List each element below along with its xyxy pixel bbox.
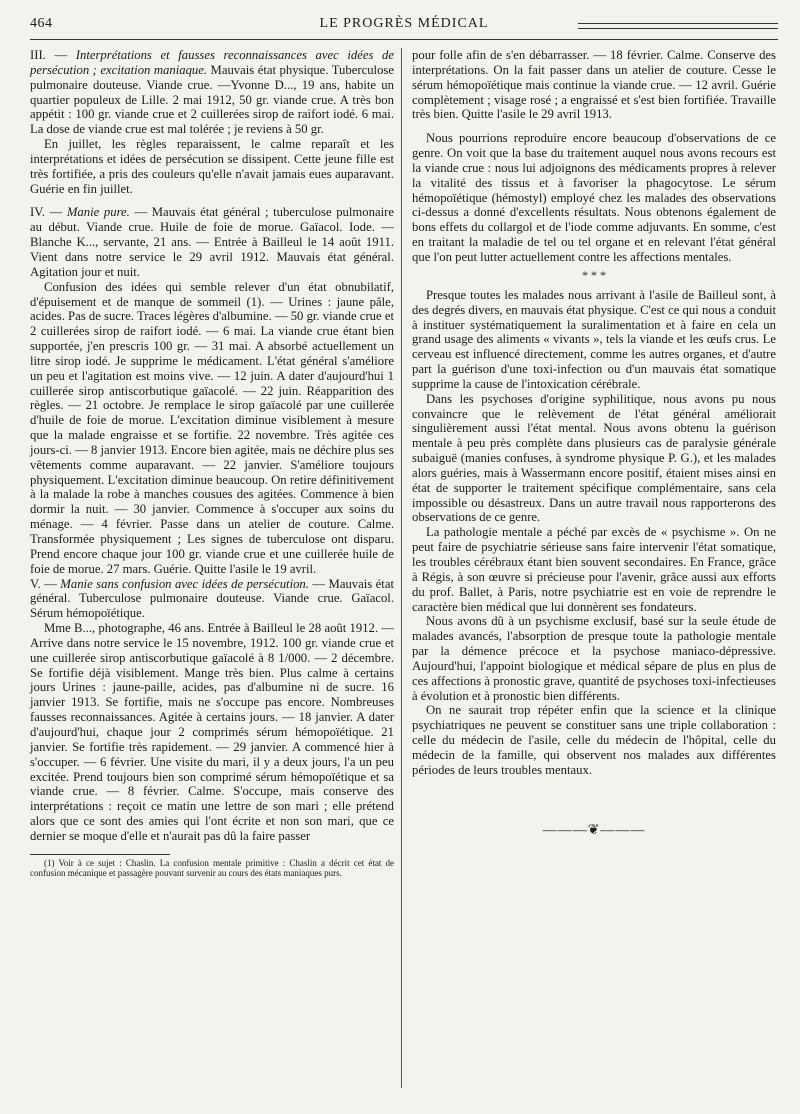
observation-5-heading: Manie sans confusion avec idées de persécution. — [60, 576, 309, 591]
observation-3: III. — Interprétations et fausses reconnaissances avec idées de persécution ; excitation maniaque. Mauvais état physique. Tuberculose pulmonaire douteuse. Viande crue. —Yvonne D..., 19 ans, habite un quartier populeux de Lille. 2 mai 1912, 50 gr. viande crue. A très bon appétit : 100 gr. viande crue et 2 cuillerées sirop de raifort iodé. 6 mai. La dose de viande crue est mal tolérée ; je reviens à 50 gr. — [30, 48, 394, 137]
paragraph: Nous pourrions reproduire encore beaucoup d'observations de ce genre. On voit que la base du traitement auquel nous avons recours est la viande crue : nous lui adjoignons des médicaments propres à relever la vitalité des tissus et à favoriser la phagocytose. Le sérum hémopoïétique (hémostyl) employé chez les malades des observations ci-dessus a donné d'excellents résultats. Nous obtenons également de bons effets du collargol et de l'iode comme adjuvants. En somme, c'est en traitant la maladie de tel ou tel organe et en relevant l'état général que l'on peut lutter actuellement contre les affections mentales. — [412, 131, 776, 264]
observation-4-heading: Manie pure. — [66, 205, 130, 220]
left-column — [30, 48, 394, 879]
right-column — [412, 48, 776, 839]
paragraph: Confusion des idées qui semble relever d'un état obnubilatif, d'épuisement et de manque de sommeil (1). — Urines : jaune pâle, acides. Pas de sucre. Traces légères d'albumine. — 50 gr. viande crue et 2 cuillerées sirop de raifort iodé. — 6 mai. La viande crue étant bien supportée, j'en prescris 100 gr. — 31 mai. A absorbé actuellement un litre sirop iodé. Je supprime le médicament. L'état général s'améliore un peu et l'agitation est moins vive. — 12 juin. A dater d'aujourd'hui 1 cuillerée sirop antiscorbutique gaïacolé. — 22 juin. Réapparition des règles. — 21 octobre. Je remplace le sirop gaïacolé par une cuillerée d'huile de foie de morue. L'excitation diminue visiblement à mesure que la malade engraisse et se fortifie. 22 novembre. Très agitée ces jours-ci. — 8 janvier 1913. Encore bien agitée, mais ne déchire plus ses vêtements comme auparavant. — 22 janvier. S'améliore toujours physiquement. L'excitation diminue beaucoup. On retire définitivement à la malade la robe à manches cousues des agitées. Commence à bien dormir la nuit. — 30 janvier. Commence à s'occuper aux soins du ménage. — 4 février. Passe dans un atelier de couture. Calme. Transformée physiquement ; Les signes de tuberculose ont disparu. Prend encore chaque jour 100 gr. viande crue et une cuillerée huile de foie de morue. 27 mars. Guérie. Quitte l'asile le 19 avril. — [30, 279, 394, 576]
paragraph: En juillet, les règles reparaissent, le calme reparaît et les interprétations et idées de persécution se dissipent. Cette jeune fille est très fortifiée, a pris des couleurs qu'elle n'avait jamais eues auparavant. Guérie en fin juillet. — [30, 137, 394, 196]
observation-5: V. — Manie sans confusion avec idées de persécution. — Mauvais état général. Tuberculose pulmonaire douteuse. Viande crue. Gaïacol. Sérum hémopoïétique. — [30, 576, 394, 621]
column-divider — [401, 48, 402, 1088]
observation-3-heading: Interprétations et fausses reconnaissances avec idées de persécution ; excitation maniaque. — [30, 48, 394, 77]
paragraph: Mme B..., photographe, 46 ans. Entrée à Bailleul le 28 août 1912. — Arrive dans notre service le 15 novembre, 1912. 100 gr. viande crue et une cuillerée sirop antiscorbutique gaïacolé à 8 1/000. — 2 décembre. Se fortifie déjà visiblement. Mange très bien. Plus calme à certains jours Urines : jaune-paille, acides, pas d'albumine ni de sucre. 16 janvier 1913. Se fortifie, mais ne s'occupe pas encore. Nombreuses fausses reconnaissances. Agitée à certains jours. — 18 janvier. A dater d'aujourd'hui, chaque jour 2 comprimés sérum hémopoïétique. 21 janvier. Se fortifie très rapidement. — 29 janvier. A commencé hier à s'occuper. — 6 février. Une visite du mari, il y a deux jours, l'a un peu excitée. Prend toujours bien son comprimé sérum hémopoïétique et sa viande crue. — 8 février. Calme. S'occupe, mais conserve des interprétations : reçoit ce matin une lettre de son mari ; elle prétend alors que ce sont des amies qui l'ont écrite et non son mari, que ce dernier se moque d'elle et n'aurait pas dû la faire passer — [30, 621, 394, 843]
observation-4: IV. — Manie pure. — Mauvais état général ; tuberculose pulmonaire au début. Viande crue. Huile de foie de morue. Gaïacol. Iode. — Blanche K..., servante, 21 ans. — Entrée à Bailleul le 14 août 1911. Vient dans notre service le 29 avril 1912. Mauvais état général. Agitation jour et nuit. — [30, 205, 394, 279]
paragraph: Nous avons dû à un psychisme exclusif, basé sur la seule étude de malades avancés, l'absorption de presque toute la pathologie mentale par la démence précoce et la psychose maniaco-dépressive. Aujourd'hui, l'appoint biologique et médical sépare de plus en plus de ces affections à pronostic grave, quantité de psychoses toxi-infectieuses à évolution et à pronostic bien différents. — [412, 614, 776, 703]
page-number: 464 — [30, 16, 53, 31]
header-double-rule — [578, 23, 778, 29]
section-break-asterisks: * * * — [582, 267, 606, 282]
paragraph: La pathologie mentale a péché par excès de « psychisme ». On ne peut faire de psychiatrie sérieuse sans faire intervenir l'état somatique, les troubles cérébraux étant bien souvent secondaires. En France, grâce à Régis, à son œuvre si précieuse pour l'avenir, grâce aussi aux efforts du prof. Ballet, à Paris, notre psychiatrie est en voie de reprendre le caractère bien médical que lui donnèrent ses fondateurs. — [412, 525, 776, 614]
running-header — [30, 14, 778, 36]
header-rule — [30, 39, 778, 40]
paragraph: Presque toutes les malades nous arrivant à l'asile de Bailleul sont, à des degrés divers, en mauvais état physique. C'est ce qui nous a conduit à instituer systématiquement la suralimentation et à faire en cela un grand usage des aliments « vivants », tels la viande et les œufs crus. Le cerveau est influencé directement, comme les autres organes, et d'autre part la guérison d'une toxi-infection ou d'un mauvais état somatique supprime la cause de l'intoxication cérébrale. — [412, 287, 776, 391]
paragraph: pour folle afin de s'en débarrasser. — 18 février. Calme. Conserve des interprétations. On la fait passer dans un atelier de couture. Cesse le sérum hémopoïétique mais continue la viande crue. — 12 avril. Guérie complètement ; visage rosé ; a engraissé et s'est bien fortifiée. Travaille très bien. Quitte l'asile le 29 avril 1913. — [412, 48, 776, 122]
paragraph: On ne saurait trop répéter enfin que la science et la clinique psychiatriques ne peuvent se constituer sans une triple collaboration : celle du médecin de l'asile, celle du médecin de l'hôpital, celle du médecin de la famille, qui observent nos malades aux différentes périodes de leurs troubles mentaux. — [412, 703, 776, 777]
journal-title: LE PROGRÈS MÉDICAL — [319, 16, 489, 31]
paragraph: Dans les psychoses d'origine syphilitique, nous avons pu nous convaincre que le relèvement de l'état général améliorait singulièrement aussi l'état mental. Nous avons obtenu la guérison mentale à peu près complète dans plusieurs cas de paralysie générale subaiguë (manies confuses, à syndrome physique P. G.), et les malades alors guéries, mais à Wassermann encore positif, étaient mises ainsi en état de supporter le traitement spécifique complémentaire, sans cela impossible ou désastreux. Dans un autre travail nous rapporterons des observations de ce genre. — [412, 391, 776, 525]
footnote-rule — [30, 854, 170, 855]
end-ornament: ———❦——— — [542, 822, 646, 838]
footnote: (1) Voir à ce sujet : Chaslin. La confusion mentale primitive : Chaslin a décrit cet état de confusion mécanique et passagère pouvant survenir au cours des états maniaques purs. — [30, 857, 394, 879]
